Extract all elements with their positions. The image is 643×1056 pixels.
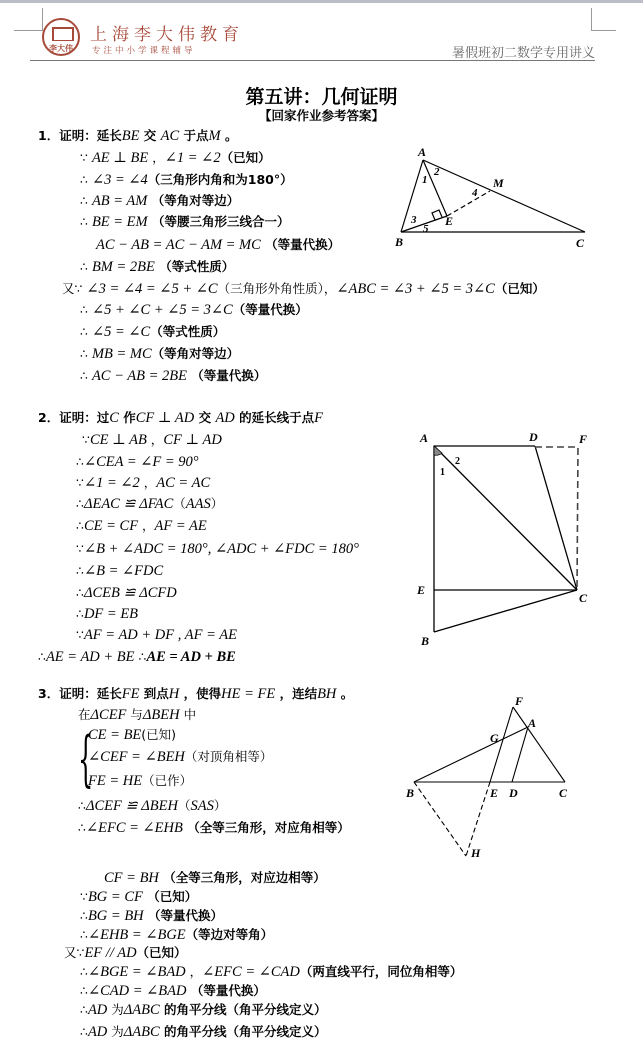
proof-text: ∴	[76, 454, 84, 469]
fig1-label-m: M	[493, 176, 504, 190]
proof-line	[80, 1024, 327, 1041]
proof-text: 证明：延长	[59, 686, 122, 701]
math-expression: AC − AB = AC − AM = MC	[96, 237, 261, 253]
math-expression: ΔBEH	[142, 707, 180, 723]
fig3-label-c: C	[559, 786, 568, 800]
proof-line	[38, 686, 353, 703]
proof-text: （等量代换）	[232, 302, 308, 317]
fig3-segment-ad	[512, 727, 528, 782]
document-title: 第五讲：几何证明	[245, 86, 398, 108]
proof-text: （全等三角形，对应角相等）	[182, 820, 350, 835]
window-top-bar	[0, 0, 643, 3]
math-expression: DF = EB	[83, 606, 139, 622]
fig3-segment-eh-dashed	[466, 782, 490, 856]
math-expression: BE = EM	[91, 214, 148, 230]
fig3-label-f: F	[515, 694, 524, 708]
fig3-label-e: E	[490, 786, 499, 800]
proof-text: ∵	[82, 432, 90, 447]
math-expression: ∠5 + ∠C + ∠5 = 3∠C	[91, 302, 233, 318]
proof-text: （等边对等角）	[185, 927, 274, 942]
proof-text: （	[173, 496, 186, 511]
proof-line	[78, 820, 350, 837]
math-expression: ∠CEA = ∠F = 90°	[83, 454, 199, 470]
proof-text: ∴	[80, 193, 92, 208]
fig1-angle-2: 2	[434, 166, 440, 178]
fig2-label-a: A	[420, 431, 429, 445]
proof-text: 为	[107, 1002, 124, 1017]
proof-text: 与	[126, 707, 143, 722]
proof-text: （等角对等边）	[151, 346, 240, 361]
proof-text: （等量代换）	[260, 237, 341, 252]
math-expression: AE = AD + BE	[146, 649, 236, 665]
fig1-angle-1: 1	[422, 174, 428, 186]
proof-line	[78, 707, 196, 724]
proof-line	[80, 908, 223, 925]
math-expression: ∠EFC = ∠CAD	[202, 964, 300, 980]
logo-building-icon	[52, 27, 74, 41]
fig3-segment-bh-dashed	[414, 782, 466, 856]
fig2-angle-1: 1	[440, 467, 445, 478]
math-expression: H	[168, 686, 180, 702]
proof-line	[76, 563, 163, 580]
math-expression: AC = AC	[156, 475, 211, 491]
proof-text: ）	[213, 798, 227, 813]
proof-text: 。	[336, 686, 354, 701]
math-expression: ∠EFC = ∠EHB	[85, 820, 183, 836]
problem-number: 2．	[38, 410, 60, 425]
fig2-label-e: E	[417, 583, 426, 597]
math-expression: CE = CF	[83, 518, 139, 534]
proof-text: 证明：过	[59, 410, 110, 425]
math-expression: AC − AB = 2BE	[91, 368, 187, 384]
proof-line	[38, 649, 236, 666]
fig3-segment-ba	[414, 727, 528, 782]
proof-line	[80, 368, 266, 385]
proof-line	[96, 237, 340, 254]
math-expression: BG = CF	[87, 889, 143, 905]
math-expression: AB = AM	[91, 193, 148, 209]
proof-text: 又∵	[64, 945, 85, 960]
proof-line	[88, 773, 192, 790]
proof-text: 的角平分线（角平分线定义）	[159, 1024, 327, 1039]
fig2-angle-mark	[434, 446, 442, 455]
figure-3	[395, 685, 595, 865]
fig3-label-d: D	[509, 786, 518, 800]
math-expression: HE = FE	[221, 686, 276, 702]
proof-line	[80, 927, 273, 944]
proof-line	[78, 798, 226, 815]
fig3-segment-fc	[513, 707, 565, 782]
proof-line	[80, 302, 308, 319]
proof-text: ，	[146, 432, 164, 447]
math-expression: AE = AD + BE	[45, 649, 135, 665]
proof-text: （已知）	[220, 150, 271, 165]
proof-text: 交	[194, 410, 216, 425]
system-brace: {	[78, 724, 94, 794]
proof-line	[80, 324, 225, 341]
math-expression: ∠3 = ∠4 = ∠5 + ∠C	[86, 281, 218, 297]
proof-line	[76, 518, 207, 535]
proof-text: （等量代换）	[143, 908, 224, 923]
math-expression: ∠EHB = ∠BGE	[87, 927, 186, 943]
proof-text: 中	[179, 707, 197, 722]
math-expression: BM = 2BE	[91, 259, 155, 275]
proof-line	[80, 259, 234, 276]
proof-line	[88, 727, 176, 744]
proof-line	[104, 870, 326, 887]
proof-text: ∴	[80, 1024, 88, 1039]
fig2-label-b: B	[421, 634, 430, 648]
fig3-label-g: G	[490, 731, 499, 745]
proof-text: ）	[210, 496, 224, 511]
fig3-label-h: H	[471, 846, 481, 860]
logo-icon	[42, 18, 80, 56]
proof-line	[76, 585, 177, 602]
problem-number: 1．	[38, 128, 60, 143]
fig3-label-a: A	[528, 716, 537, 730]
math-expression: ΔCEF	[90, 707, 127, 723]
math-expression: ∠B = ∠FDC	[83, 563, 164, 579]
fig2-label-f: F	[579, 432, 588, 446]
proof-text: ∴	[76, 518, 84, 533]
math-expression: M	[208, 128, 221, 144]
fig1-segment-em-dashed	[447, 191, 490, 216]
proof-line	[38, 410, 323, 427]
problem-number: 3．	[38, 686, 60, 701]
proof-line	[80, 214, 289, 231]
math-expression: AE ⊥ BE	[91, 150, 149, 166]
proof-text: 为	[107, 1024, 124, 1039]
proof-text: ∴	[78, 820, 86, 835]
math-expression: MB = MC	[91, 346, 152, 362]
proof-text: 。	[220, 128, 238, 143]
proof-text: ∴	[80, 983, 88, 998]
proof-line	[80, 964, 462, 981]
proof-text: （等式性质）	[154, 259, 235, 274]
proof-text: 交	[139, 128, 161, 143]
proof-text: ∴	[80, 927, 88, 942]
proof-line	[76, 606, 138, 623]
math-expression: AC	[160, 128, 180, 144]
proof-line	[76, 627, 237, 644]
logo-badge-text: 李大伟	[49, 44, 73, 53]
math-expression: ΔEAC ≌ ΔFAC	[83, 496, 174, 512]
proof-text: ∴	[80, 1002, 88, 1017]
proof-text: （等腰三角形三线合一）	[147, 214, 290, 229]
math-expression: ∠BGE = ∠BAD	[87, 964, 186, 980]
math-expression: EF // AD	[84, 945, 137, 961]
proof-text: ∴	[38, 649, 46, 664]
fig1-label-e: E	[445, 214, 454, 228]
math-expression: ΔCEF ≌ ΔBEH	[85, 798, 178, 814]
proof-text: ∴	[80, 324, 92, 339]
fig1-label-b: B	[395, 235, 404, 249]
proof-text: ∴	[80, 964, 88, 979]
proof-text: （已知）	[142, 889, 198, 904]
proof-text: ∴	[134, 649, 147, 664]
fig2-label-d: D	[529, 430, 538, 444]
proof-text: ∴	[80, 259, 92, 274]
proof-line	[88, 749, 272, 766]
proof-text: 在	[78, 707, 91, 722]
math-expression: BG = BH	[87, 908, 144, 924]
math-expression: BH	[317, 686, 337, 702]
proof-text: ∵	[76, 475, 84, 490]
proof-text: （对顶角相等）	[184, 749, 273, 764]
brand-name: 上海李大伟教育	[90, 25, 244, 45]
proof-line	[64, 945, 187, 962]
proof-line	[62, 281, 545, 298]
math-expression: F	[314, 410, 324, 426]
math-expression: ∠CEF = ∠BEH	[88, 749, 185, 765]
proof-text: 证明：延长	[59, 128, 122, 143]
fig1-angle-5: 5	[423, 223, 429, 235]
proof-text: ，连结	[275, 686, 318, 701]
math-expression: AF = AD + DF , AF = AE	[83, 627, 237, 643]
proof-text: ，	[139, 475, 157, 490]
proof-text: 的角平分线（角平分线定义）	[159, 1002, 327, 1017]
figure-2	[405, 420, 605, 650]
proof-text: ∴	[78, 798, 86, 813]
proof-line	[82, 432, 222, 449]
proof-text: （已知）	[136, 945, 187, 960]
proof-text: （已知）	[494, 281, 545, 296]
proof-line	[80, 172, 293, 189]
proof-text: ∵	[76, 627, 84, 642]
math-expression: FE	[121, 686, 140, 702]
math-expression: ∠5 = ∠C	[91, 324, 151, 340]
math-expression: CF = BH	[104, 870, 159, 886]
proof-line	[80, 193, 239, 210]
fig2-segment-bc	[434, 590, 577, 632]
math-expression: SAS	[190, 798, 214, 814]
proof-text: ∴	[80, 214, 92, 229]
math-expression: ΔABC	[123, 1024, 160, 1040]
proof-text: ，	[148, 150, 165, 165]
proof-text: （三角形内角和为180°）	[147, 172, 293, 187]
math-expression: CE ⊥ AB	[89, 432, 147, 448]
proof-text: ∴	[76, 496, 84, 511]
math-expression: ∠ABC = ∠3 + ∠5 = 3∠C	[336, 281, 495, 297]
proof-line	[38, 128, 238, 145]
proof-text: （等角对等边）	[147, 193, 240, 208]
proof-text: ∵	[76, 541, 84, 556]
math-expression: ∠3 = ∠4	[91, 172, 148, 188]
header-course-title: 暑假班初二数学专用讲义	[451, 46, 595, 61]
proof-text: ，	[138, 518, 155, 533]
proof-text: （等式性质）	[150, 324, 226, 339]
proof-line	[76, 496, 223, 513]
proof-line	[76, 475, 210, 492]
math-expression: CF ⊥ AD	[135, 410, 195, 426]
proof-text: ∴	[76, 585, 84, 600]
math-expression: AD	[87, 1024, 108, 1040]
proof-text: ∵	[80, 150, 92, 165]
math-expression: BE	[121, 128, 140, 144]
math-expression: ΔABC	[123, 1002, 160, 1018]
math-expression: ∠CAD = ∠BAD	[87, 983, 187, 999]
math-expression: AD	[87, 1002, 108, 1018]
proof-text: ∴	[80, 368, 92, 383]
proof-text: （已作）	[142, 773, 193, 788]
proof-text: （两直线平行，同位角相等）	[299, 964, 463, 979]
proof-text: ∴	[76, 563, 84, 578]
math-expression: ∠1 = ∠2	[83, 475, 140, 491]
math-expression: FE = HE	[88, 773, 143, 789]
math-expression: AD	[215, 410, 235, 426]
proof-text: （等量代换）	[186, 368, 267, 383]
math-expression: C	[109, 410, 119, 426]
proof-line	[80, 150, 271, 167]
fig2-angle-2: 2	[455, 456, 460, 467]
math-expression: CF ⊥ AD	[163, 432, 222, 448]
brand-tagline: 专注中小学课程辅导	[92, 46, 196, 56]
math-expression: ∠B + ∠ADC = 180°, ∠ADC + ∠FDC = 180°	[83, 541, 359, 557]
proof-text: （全等三角形，对应边相等）	[158, 870, 326, 885]
proof-text: 作	[118, 410, 136, 425]
fig1-label-a: A	[418, 145, 427, 159]
proof-text: ，使得	[179, 686, 222, 701]
proof-text: ∴	[76, 606, 84, 621]
proof-line	[80, 889, 197, 906]
math-expression: AAS	[185, 496, 211, 512]
proof-text: 又∵	[62, 281, 87, 296]
proof-text: （三角形外角性质），	[217, 281, 337, 296]
proof-line	[80, 983, 266, 1000]
proof-text: ∴	[80, 346, 92, 361]
proof-text: ∴	[80, 302, 92, 317]
proof-line	[80, 1002, 327, 1019]
math-expression: AF = AE	[154, 518, 207, 534]
proof-text: （	[177, 798, 191, 813]
fig3-label-b: B	[406, 786, 415, 800]
fig2-label-c: C	[579, 591, 588, 605]
fig1-angle-4: 4	[472, 187, 478, 199]
proof-line	[80, 346, 239, 363]
proof-text: 的延长线于点	[234, 410, 315, 425]
math-expression: ΔCEB ≌ ΔCFD	[83, 585, 177, 601]
proof-text: 于点	[179, 128, 209, 143]
document-subtitle: 【回家作业参考答案】	[258, 108, 384, 123]
page-header	[30, 12, 595, 61]
proof-text: ∴	[80, 908, 88, 923]
math-expression: ∠1 = ∠2	[164, 150, 221, 166]
proof-text: (已知)	[141, 727, 177, 742]
proof-line	[76, 541, 359, 558]
fig1-label-c: C	[576, 236, 585, 250]
fig1-angle-3: 3	[411, 214, 417, 226]
proof-text: ，	[185, 964, 203, 979]
math-expression: CE = BE	[88, 727, 142, 743]
proof-text: （等量代换）	[186, 983, 266, 998]
figure-1	[390, 140, 605, 255]
proof-text: ∴	[80, 172, 92, 187]
proof-line	[76, 454, 199, 471]
proof-text: ∵	[80, 889, 88, 904]
proof-text: 到点	[139, 686, 169, 701]
